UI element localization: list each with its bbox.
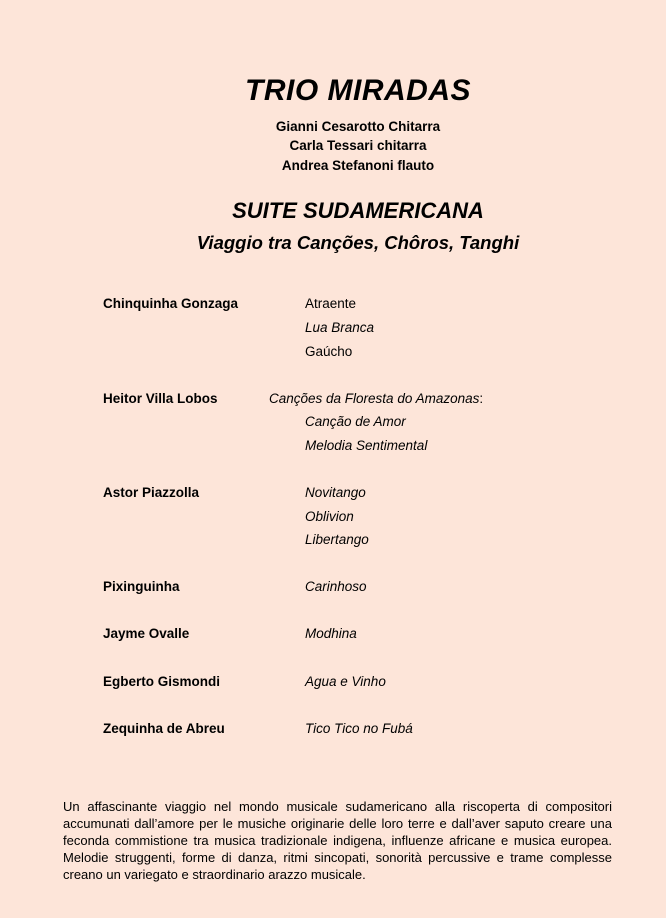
composer-name: Astor Piazzolla (103, 485, 200, 500)
composer-name: Egberto Gismondi (103, 674, 221, 689)
piece-cycle-colon: : (479, 391, 484, 406)
ensemble-title: TRIO MIRADAS (245, 74, 471, 107)
piece-title: Atraente (305, 296, 357, 311)
composer-name: Chinquinha Gonzaga (103, 296, 238, 311)
piece-title: Gaúcho (305, 344, 353, 359)
piece-title: Modhina (305, 626, 357, 641)
suite-title: SUITE SUDAMERICANA (232, 198, 484, 223)
piece-title: Oblivion (305, 509, 354, 524)
piece-title: Agua e Vinho (305, 674, 386, 689)
member-line: Carla Tessari chitarra (289, 138, 427, 153)
piece-cycle-title: Canções da Floresta do Amazonas (269, 391, 480, 406)
composer-name: Heitor Villa Lobos (103, 391, 218, 406)
piece-title: Melodia Sentimental (305, 438, 428, 453)
piece-title: Libertango (305, 532, 369, 547)
piece-title: Lua Branca (305, 320, 375, 335)
composer-name: Jayme Ovalle (103, 626, 190, 641)
composer-name: Pixinguinha (103, 579, 180, 594)
piece-title: Canção de Amor (305, 414, 406, 429)
member-line: Andrea Stefanoni flauto (281, 158, 435, 173)
suite-subtitle: Viaggio tra Canções, Chôros, Tanghi (196, 232, 520, 253)
composer-name: Zequinha de Abreu (103, 721, 225, 736)
description-paragraph: Un affascinante viaggio nel mondo musicale sudamericano alla riscoperta di compositori accumunati dall’amore per le musiche originarie delle loro terre e dall’aver saputo creare una feconda commistione tra musica tradizionale indigena, influenze africane e musica europea. Melodie struggenti, forme di danza, ritmi sincopati, sonorità percussive e trame complesse creano un variegato e straordinario arazzo musicale. (63, 799, 612, 882)
piece-title: Tico Tico no Fubá (305, 721, 413, 736)
piece-cycle-heading (269, 390, 483, 408)
piece-title: Carinhoso (305, 579, 367, 594)
piece-title: Novitango (305, 485, 366, 500)
member-line: Gianni Cesarotto Chitarra (275, 119, 441, 134)
